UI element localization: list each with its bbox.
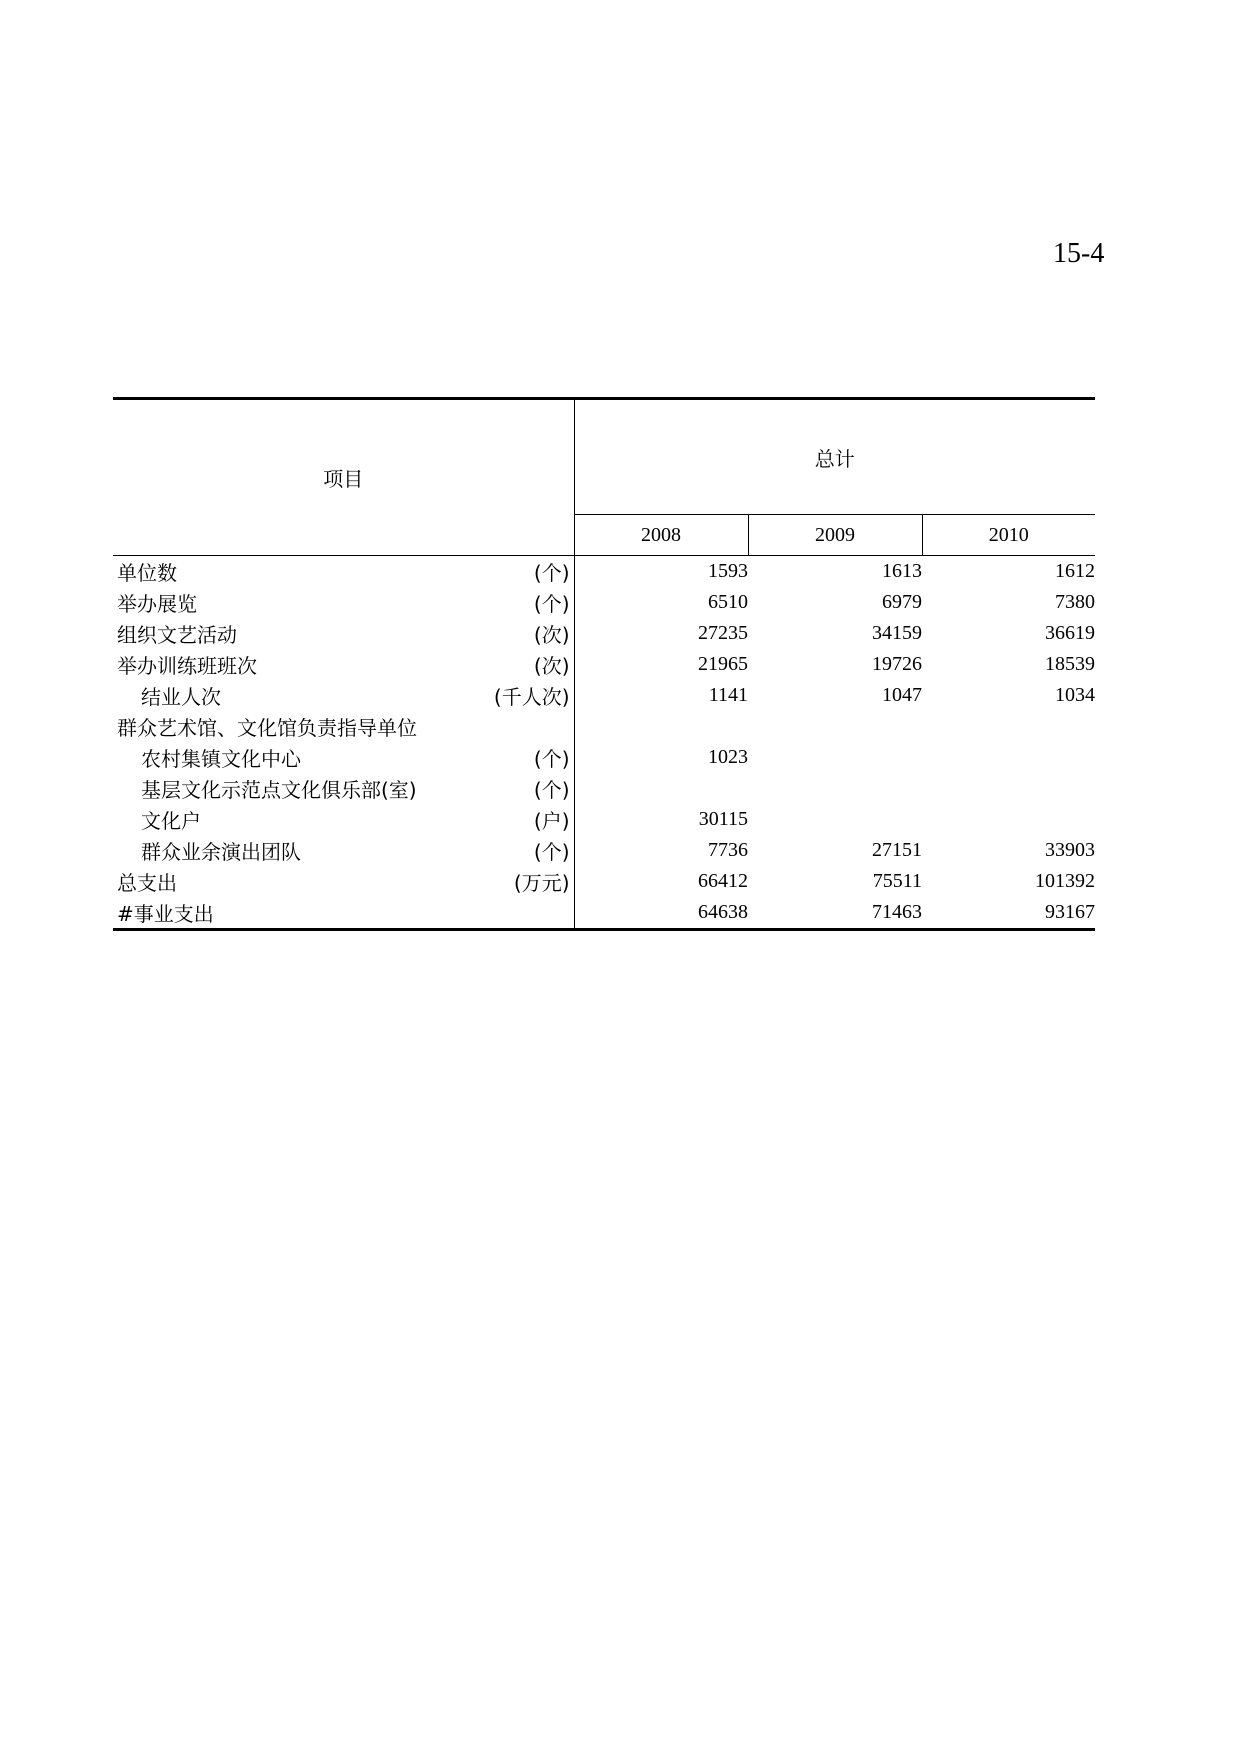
value-2009: 1047 bbox=[882, 684, 922, 706]
row-label: 农村集镇文化中心 bbox=[141, 747, 301, 771]
header-year-2008: 2008 bbox=[574, 515, 748, 556]
row-unit: (户) bbox=[533, 809, 570, 833]
value-2010: 1034 bbox=[1055, 684, 1095, 706]
row-label-cell bbox=[113, 649, 574, 680]
header-row-top bbox=[113, 399, 1095, 515]
value-2008: 1023 bbox=[708, 746, 748, 768]
value-2008: 27235 bbox=[698, 622, 748, 644]
value-2010: 1612 bbox=[1055, 560, 1095, 582]
value-2009: 34159 bbox=[872, 622, 922, 644]
value-2010: 33903 bbox=[1045, 839, 1095, 861]
table-row bbox=[113, 556, 1095, 588]
row-label-cell bbox=[113, 866, 574, 897]
value-2008: 6510 bbox=[708, 591, 748, 613]
value-2010 bbox=[922, 804, 1095, 835]
value-2009: 27151 bbox=[872, 839, 922, 861]
value-2008 bbox=[574, 773, 748, 804]
table-row bbox=[113, 897, 1095, 930]
row-unit: (个) bbox=[533, 778, 570, 802]
value-2010: 36619 bbox=[1045, 622, 1095, 644]
row-label-cell bbox=[113, 556, 574, 588]
table-row bbox=[113, 680, 1095, 711]
row-label-cell bbox=[113, 742, 574, 773]
row-unit: (个) bbox=[533, 840, 570, 864]
value-2009: 6979 bbox=[882, 591, 922, 613]
value-2008: 64638 bbox=[574, 897, 748, 930]
row-label: 举办展览 bbox=[117, 592, 197, 616]
table-row bbox=[113, 711, 1095, 742]
table-row bbox=[113, 804, 1095, 835]
row-label: 组织文艺活动 bbox=[117, 623, 237, 647]
value-2010: 93167 bbox=[922, 897, 1095, 930]
row-label-cell bbox=[113, 835, 574, 866]
row-unit: (个) bbox=[533, 561, 570, 585]
row-label: 单位数 bbox=[117, 561, 177, 585]
row-label-cell bbox=[113, 618, 574, 649]
value-2010: 101392 bbox=[1035, 870, 1095, 892]
value-2008: 7736 bbox=[708, 839, 748, 861]
header-year-2010: 2010 bbox=[922, 515, 1095, 556]
table-row bbox=[113, 835, 1095, 866]
row-label-cell bbox=[113, 711, 574, 742]
table-row bbox=[113, 742, 1095, 773]
row-label: #事业支出 bbox=[117, 902, 214, 926]
row-unit: (次) bbox=[533, 654, 570, 678]
section-label: 群众艺术馆、文化馆负责指导单位 bbox=[117, 716, 417, 740]
row-label-cell bbox=[113, 587, 574, 618]
statistics-table bbox=[113, 397, 1095, 931]
row-unit: (千人次) bbox=[493, 685, 570, 709]
value-2008: 30115 bbox=[698, 808, 748, 830]
value-2010 bbox=[922, 711, 1095, 742]
table-row bbox=[113, 773, 1095, 804]
row-label: 举办训练班班次 bbox=[117, 654, 257, 678]
value-2008: 1593 bbox=[708, 560, 748, 582]
value-2009: 19726 bbox=[872, 653, 922, 675]
row-label: 群众业余演出团队 bbox=[141, 840, 301, 864]
value-2008: 66412 bbox=[698, 870, 748, 892]
value-2009 bbox=[748, 773, 922, 804]
row-label: 总支出 bbox=[117, 871, 177, 895]
row-label-cell bbox=[113, 804, 574, 835]
row-unit: (万元) bbox=[513, 871, 570, 895]
table-row bbox=[113, 866, 1095, 897]
value-2010 bbox=[922, 773, 1095, 804]
table-row bbox=[113, 587, 1095, 618]
value-2010 bbox=[922, 742, 1095, 773]
header-year-2009: 2009 bbox=[748, 515, 922, 556]
row-label: 基层文化示范点文化俱乐部(室) bbox=[141, 778, 417, 802]
row-unit: (个) bbox=[533, 747, 570, 771]
value-2008 bbox=[574, 711, 748, 742]
row-label-cell bbox=[113, 680, 574, 711]
header-total: 总计 bbox=[574, 399, 1095, 515]
value-2010: 7380 bbox=[1055, 591, 1095, 613]
value-2009: 71463 bbox=[748, 897, 922, 930]
table-row bbox=[113, 618, 1095, 649]
value-2009 bbox=[748, 742, 922, 773]
value-2008: 1141 bbox=[708, 684, 748, 706]
table-row bbox=[113, 649, 1095, 680]
row-label-cell bbox=[113, 897, 574, 930]
row-label-cell bbox=[113, 773, 574, 804]
value-2009: 1613 bbox=[882, 560, 922, 582]
header-item: 项目 bbox=[113, 399, 574, 556]
row-unit: (次) bbox=[533, 623, 570, 647]
row-unit: (个) bbox=[533, 592, 570, 616]
row-label: 文化户 bbox=[141, 809, 201, 833]
value-2009 bbox=[748, 804, 922, 835]
value-2009: 75511 bbox=[872, 870, 922, 892]
row-label: 结业人次 bbox=[141, 685, 221, 709]
table-code: 15-4 bbox=[1053, 238, 1105, 269]
value-2008: 21965 bbox=[698, 653, 748, 675]
value-2009 bbox=[748, 711, 922, 742]
value-2010: 18539 bbox=[1045, 653, 1095, 675]
